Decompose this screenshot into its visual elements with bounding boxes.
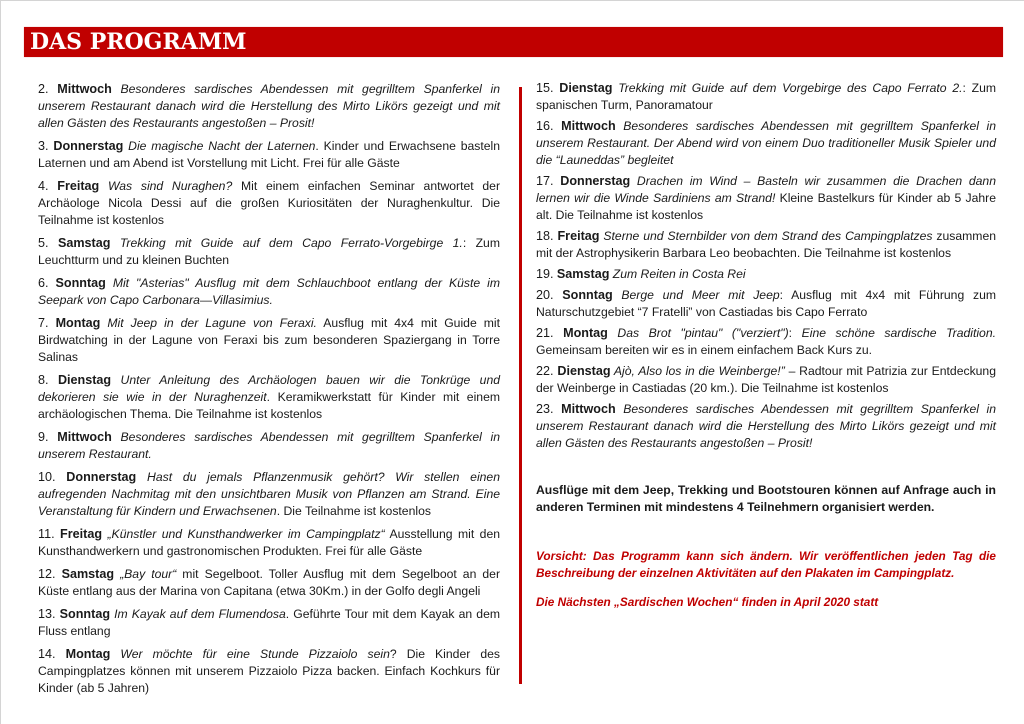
entry-title: Eine schöne sardische Tradition. [801,326,997,340]
entry-description: mit Segelboot. Toller Ausflug mit dem Segelboot an der Küste entlang aus der Marina von Capitana (etwa 30Km.) in der Golfo degli Angeli [38,567,500,598]
entry-title: Ajò, Also los in die Weinberge!” [610,364,785,378]
entry-weekday: Montag [65,647,111,661]
entry-title: Besonderes sardisches Abendessen mit gegrilltem Spanferkel in unserem Restaurant. Der Abend wird von einem Duo traditioneller Musik Spieler und die “Launeddas” begleitet [536,119,996,167]
entry-title: Berge und Meer mit Jeep [612,288,780,302]
program-entry [38,275,500,309]
program-entry [536,118,996,169]
program-entry [38,646,500,697]
entry-weekday: Montag [563,326,608,340]
entry-date-number: 8. [38,373,49,387]
entry-date-number: 12. [38,567,56,581]
program-entry [38,178,500,229]
next-weeks-note: Die Nächsten „Sardischen Wochen“ finden in April 2020 statt [536,594,879,609]
entry-date-number: 9. [38,430,49,444]
entry-title: Wer möchte für eine Stunde Pizzaiolo sein [110,647,390,661]
program-entry [536,228,996,262]
entry-title: Drachen im Wind – Basteln wir zusammen die Drachen dann lernen wir die Winde Sardiniens am Strand! [536,174,996,205]
entry-date-number: 19. [536,267,554,281]
entry-date-number: 5. [38,236,49,250]
entry-description: Ausstellung mit den Kunsthandwerkern und gastronomischen Produkten. Frei für alle Gäste [38,527,501,558]
entry-description: . Geführte Tour mit dem Kayak an dem Fluss entlang [38,607,501,638]
entry-date-number: 3. [38,139,49,153]
entry-description: Kleine Bastelkurs für Kinder ab 5 Jahre alt. Die Teilnahme ist kostenlos [536,191,996,222]
entry-date-number: 16. [536,119,554,133]
entry-title: Was sind Nuraghen? [99,179,233,193]
entry-weekday: Samstag [61,567,115,581]
program-entry [38,235,500,269]
entry-description: : Ausflug mit 4x4 mit Führung zum Naturschutzgebiet “7 Fratelli” von Castiadas bis Capo Ferrato [536,288,996,319]
program-entry [38,469,500,520]
entry-title: Trekking mit Guide auf dem Capo Ferrato-Vorgebirge 1. [110,236,463,250]
entry-description: : [788,326,802,340]
entry-weekday: Dienstag [559,81,613,95]
program-entry [38,606,500,640]
entry-title: Hast du jemals Pflanzenmusik gehört? Wir stellen einen aufregenden Nachmitag mit den unsichtbaren Musik von Pflanzen am Strand. Eine Veranstaltung für Kindern und Erwachsenen [38,470,500,518]
entry-weekday: Mittwoch [561,402,616,416]
entry-date-number: 20. [536,288,554,302]
entry-description: Ausflug mit 4x4 mit Guide mit Birdwatching in der Lagune von Feraxi bis zum besonderen Spaziergang in Torre Salinas [38,316,501,364]
program-entry [38,526,500,560]
entry-description: . Die Teilnahme ist kostenlos [276,504,431,518]
program-entry [536,80,996,114]
entry-weekday: Dienstag [557,364,611,378]
entry-description: . Kinder und Erwachsene basteln Laternen und am Abend ist Vorstellung mit Licht. Frei für alle Gäste [38,139,500,170]
entry-title: Besonderes sardisches Abendessen mit gegrilltem Spanferkel in unserem Restaurant. [38,430,500,461]
entry-weekday: Montag [55,316,101,330]
entry-date-number: 18. [536,229,554,243]
program-entry [38,429,500,463]
program-entry [536,325,996,359]
entry-title: Im Kayak auf dem Flumendosa [110,607,286,621]
entry-description: : Zum Leuchtturm und zu kleinen Buchten [38,236,500,267]
entry-title: Sterne und Sternbilder von dem Strand des Campingplatzes [599,229,933,243]
entry-date-number: 14. [38,647,56,661]
entry-date-number: 10. [38,470,56,484]
program-entry [38,138,500,172]
entry-weekday: Sonntag [59,607,111,621]
program-entry [536,287,996,321]
program-entry [536,401,996,452]
entry-date-number: 7. [38,316,49,330]
entry-date-number: 17. [536,174,554,188]
entry-date-number: 23. [536,402,554,416]
warning-note: Vorsicht: Das Programm kann sich ändern. Wir veröffentlichen jeden Tag die Beschreibung der einzelnen Aktivitäten auf den Plakaten im Campingplatz. [536,549,996,580]
entry-description: – Radtour mit Patrizia zur Entdeckung der Weinberge in Castiadas (20 km.). Die Teilnahme ist kostenlos [536,364,996,395]
entry-weekday: Freitag [60,527,103,541]
entry-description: Gemeinsam bereiten wir es in einem einfachem Back Kurs zu. [536,343,872,357]
entry-date-number: 4. [38,179,49,193]
excursions-note: Ausflüge mit dem Jeep, Trekking und Bootstouren können auf Anfrage auch in anderen Terminen mit mindestens 4 Teilnehmern organisiert werden. [536,483,996,514]
title-banner [24,27,1003,57]
program-column-right [536,80,996,623]
entry-description: Mit einem einfachen Seminar antwortet der Archäologe Nicola Dessi auf die großen Kuriositäten der Nuraghenkultur. Die Teilnahme ist kostenlos [38,179,501,227]
program-entry [38,372,500,423]
entry-title: „Künstler und Kunsthandwerker im Campingplatz“ [102,527,385,541]
entry-weekday: Donnerstag [53,139,124,153]
entry-weekday: Mittwoch [57,82,112,96]
column-divider [519,87,522,684]
entry-weekday: Mittwoch [57,430,112,444]
program-entries-right [536,80,996,452]
entry-description: ? Die Kinder des Campingplatzes können mit unserem Pizzaiolo Pizza backen. Einfach Kochkurs für Kinder (ab 5 Jahren) [38,647,500,695]
entry-date-number: 21. [536,326,554,340]
program-entry [536,266,996,283]
entry-date-number: 15. [536,81,554,95]
entry-title: Unter Anleitung des Archäologen bauen wir die Tonkrüge und dekorieren sie wie in der Nuraghenzeit [38,373,501,404]
entry-weekday: Samstag [57,236,111,250]
entry-weekday: Samstag [556,267,610,281]
entry-description: zusammen mit der Astrophysikerin Barbara Leo beobachten. Die Teilnahme ist kostenlos [536,229,997,260]
page-title: DAS PROGRAMM [30,29,247,55]
entry-description: : Zum spanischen Turm, Panoramatour [536,81,997,112]
entry-title: Trekking mit Guide auf dem Vorgebirge des Capo Ferrato 2. [612,81,963,95]
program-entry [38,566,500,600]
entry-weekday: Freitag [57,179,100,193]
entry-weekday: Freitag [557,229,600,243]
program-entry [38,81,500,132]
entry-title: „Bay tour“ [114,567,177,581]
program-entry [38,315,500,366]
entry-title: Mit Jeep in der Lagune von Feraxi. [100,316,317,330]
program-entry [536,363,996,397]
entry-date-number: 11. [38,527,55,541]
entry-weekday: Donnerstag [560,174,631,188]
entry-weekday: Sonntag [562,288,613,302]
entry-title: Besonderes sardisches Abendessen mit gegrilltem Spanferkel in unserem Restaurant danach wird die Herstellung des Mirto Likörs gezeigt und mit allen Gästen des Restaurants angestoßen – Prosit! [536,402,996,450]
entry-weekday: Dienstag [57,373,112,387]
entry-title: Mit "Asterias" Ausflug mit dem Schlauchboot entlang der Küste im Seepark von Capo Carbonara—Villasimius. [38,276,501,307]
entry-description: . Keramikwerkstatt für Kinder mit einem archäologischen Thema. Die Teilnahme ist kostenlos [38,390,500,421]
entry-date-number: 13. [38,607,56,621]
program-column-left [38,81,500,703]
entry-title: Die magische Nacht der Laternen [123,139,316,153]
entry-date-number: 6. [38,276,49,290]
entry-date-number: 22. [536,364,554,378]
program-entry [536,173,996,224]
entry-date-number: 2. [38,82,49,96]
entry-title: Das Brot "pintau" ("verziert") [607,326,789,340]
entry-weekday: Sonntag [55,276,106,290]
entry-title: Zum Reiten in Costa Rei [609,267,746,281]
entry-weekday: Donnerstag [66,470,137,484]
entry-title: Besonderes sardisches Abendessen mit gegrilltem Spanferkel in unserem Restaurant danach wird die Herstellung des Mirto Likörs gezeigt und mit allen Gästen des Restaurants angestoßen – Prosit! [38,82,500,130]
entry-weekday: Mittwoch [561,119,616,133]
